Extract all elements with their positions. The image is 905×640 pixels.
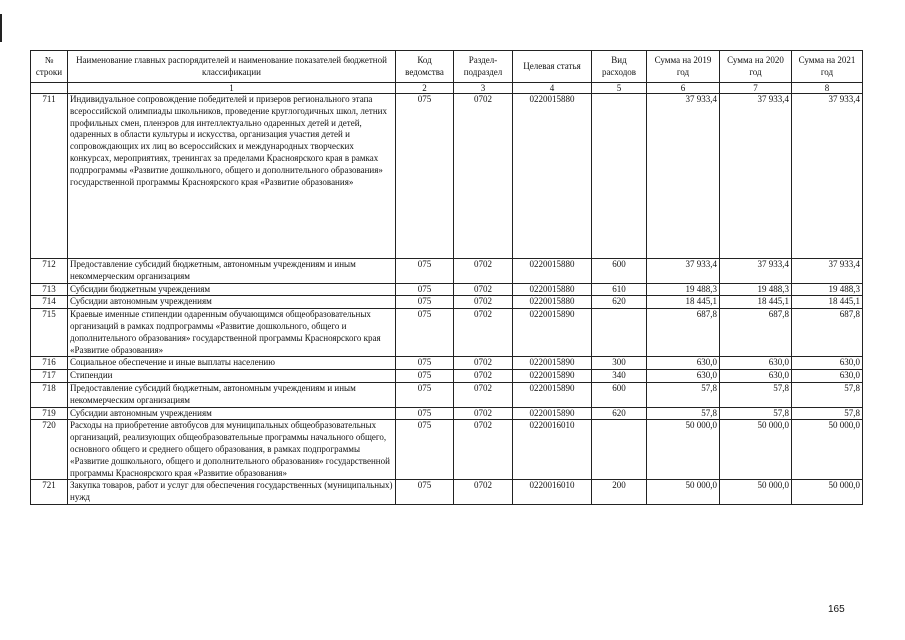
column-number: 6 <box>647 83 720 94</box>
row-dept-code: 075 <box>396 407 454 420</box>
row-number: 717 <box>31 370 68 383</box>
page-edge-mark <box>0 14 2 42</box>
row-sum-2020: 57,8 <box>720 407 792 420</box>
row-sum-2019: 19 488,3 <box>647 283 720 296</box>
column-number-row <box>31 83 863 94</box>
row-dept-code: 075 <box>396 283 454 296</box>
row-sum-2019: 18 445,1 <box>647 296 720 309</box>
table-row <box>31 357 863 370</box>
row-dept-code: 075 <box>396 420 454 480</box>
row-sum-2021: 37 933,4 <box>792 259 863 284</box>
header-section: Раздел-подраздел <box>454 51 513 83</box>
row-number: 715 <box>31 309 68 357</box>
row-sum-2020: 50 000,0 <box>720 420 792 480</box>
column-number: 4 <box>513 83 592 94</box>
row-number: 720 <box>31 420 68 480</box>
column-number: 8 <box>792 83 863 94</box>
row-sum-2020: 37 933,4 <box>720 259 792 284</box>
row-target-article: 0220015890 <box>513 357 592 370</box>
row-section: 0702 <box>454 259 513 284</box>
row-expense-type: 600 <box>592 259 647 284</box>
table-row <box>31 309 863 357</box>
column-number: 7 <box>720 83 792 94</box>
row-target-article: 0220015880 <box>513 259 592 284</box>
row-expense-type: 620 <box>592 296 647 309</box>
row-sum-2019: 37 933,4 <box>647 259 720 284</box>
table-row <box>31 283 863 296</box>
row-sum-2021: 687,8 <box>792 309 863 357</box>
row-name: Предоставление субсидий бюджетным, автономным учреждениям и иным некоммерческим организациям <box>68 382 396 407</box>
row-name: Предоставление субсидий бюджетным, автономным учреждениям и иным некоммерческим организациям <box>68 259 396 284</box>
row-expense-type <box>592 94 647 259</box>
row-dept-code: 075 <box>396 309 454 357</box>
row-sum-2020: 50 000,0 <box>720 480 792 505</box>
row-sum-2021: 18 445,1 <box>792 296 863 309</box>
column-number: 2 <box>396 83 454 94</box>
row-number: 719 <box>31 407 68 420</box>
row-sum-2019: 50 000,0 <box>647 480 720 505</box>
column-number: 1 <box>68 83 396 94</box>
row-section: 0702 <box>454 296 513 309</box>
table-row <box>31 407 863 420</box>
row-number: 711 <box>31 94 68 259</box>
row-target-article: 0220015890 <box>513 407 592 420</box>
row-section: 0702 <box>454 480 513 505</box>
row-name: Субсидии бюджетным учреждениям <box>68 283 396 296</box>
row-sum-2020: 37 933,4 <box>720 94 792 259</box>
row-sum-2021: 19 488,3 <box>792 283 863 296</box>
header-sum-2019: Сумма на 2019 год <box>647 51 720 83</box>
table-row <box>31 420 863 480</box>
header-expense-type: Вид расходов <box>592 51 647 83</box>
row-section: 0702 <box>454 370 513 383</box>
row-section: 0702 <box>454 283 513 296</box>
row-sum-2021: 630,0 <box>792 370 863 383</box>
row-name: Расходы на приобретение автобусов для муниципальных общеобразовательных организаций, реализующих общеобразовательные программы начального общего, основного общего и среднего общего образования, в рамках подпрограммы «Развитие дошкольного, общего и дополнительного образования» государственной программы Красноярского края «Развитие образования» <box>68 420 396 480</box>
row-expense-type: 600 <box>592 382 647 407</box>
row-sum-2021: 630,0 <box>792 357 863 370</box>
column-number: 5 <box>592 83 647 94</box>
table-row <box>31 480 863 505</box>
row-sum-2019: 630,0 <box>647 357 720 370</box>
row-sum-2020: 630,0 <box>720 357 792 370</box>
row-sum-2020: 57,8 <box>720 382 792 407</box>
row-sum-2020: 687,8 <box>720 309 792 357</box>
row-number: 716 <box>31 357 68 370</box>
row-target-article: 0220015880 <box>513 94 592 259</box>
row-target-article: 0220015880 <box>513 283 592 296</box>
header-sum-2020: Сумма на 2020 год <box>720 51 792 83</box>
row-expense-type <box>592 420 647 480</box>
row-section: 0702 <box>454 309 513 357</box>
row-name: Стипендии <box>68 370 396 383</box>
table-row <box>31 296 863 309</box>
row-dept-code: 075 <box>396 382 454 407</box>
row-number: 712 <box>31 259 68 284</box>
row-expense-type: 340 <box>592 370 647 383</box>
row-sum-2020: 18 445,1 <box>720 296 792 309</box>
header-name: Наименование главных распорядителей и наименование показателей бюджетной классификации <box>68 51 396 83</box>
row-target-article: 0220015890 <box>513 309 592 357</box>
row-section: 0702 <box>454 407 513 420</box>
row-name: Индивидуальное сопровождение победителей и призеров регионального этапа всероссийской олимпиады школьников, проведение круглогодичных школ, летних профильных смен, пленэров для интеллектуально одаренных детей и детей, одаренных в области культуры и искусства, организация участия детей и сопровождающих их лиц во всероссийских и международных творческих конкурсах, мероприятиях, тренингах за пределами Красноярского края в рамках подпрограммы «Развитие дошкольного, общего и дополнительного образования» государственной программы Красноярского края «Развитие образования» <box>68 94 396 259</box>
row-name: Социальное обеспечение и иные выплаты населению <box>68 357 396 370</box>
column-number <box>31 83 68 94</box>
row-number: 721 <box>31 480 68 505</box>
row-sum-2019: 687,8 <box>647 309 720 357</box>
row-target-article: 0220015880 <box>513 296 592 309</box>
row-expense-type <box>592 309 647 357</box>
row-name: Субсидии автономным учреждениям <box>68 407 396 420</box>
header-target-article: Целевая статья <box>513 51 592 83</box>
row-dept-code: 075 <box>396 296 454 309</box>
row-number: 714 <box>31 296 68 309</box>
header-dept-code: Код ведомства <box>396 51 454 83</box>
row-dept-code: 075 <box>396 480 454 505</box>
table-row <box>31 370 863 383</box>
row-section: 0702 <box>454 382 513 407</box>
row-dept-code: 075 <box>396 357 454 370</box>
row-number: 718 <box>31 382 68 407</box>
row-sum-2021: 57,8 <box>792 382 863 407</box>
row-number: 713 <box>31 283 68 296</box>
row-sum-2019: 37 933,4 <box>647 94 720 259</box>
row-dept-code: 075 <box>396 259 454 284</box>
row-expense-type: 300 <box>592 357 647 370</box>
row-sum-2019: 57,8 <box>647 407 720 420</box>
row-target-article: 0220015890 <box>513 382 592 407</box>
row-sum-2020: 630,0 <box>720 370 792 383</box>
row-name: Субсидии автономным учреждениям <box>68 296 396 309</box>
header-sum-2021: Сумма на 2021 год <box>792 51 863 83</box>
row-sum-2021: 37 933,4 <box>792 94 863 259</box>
row-expense-type: 200 <box>592 480 647 505</box>
row-sum-2021: 57,8 <box>792 407 863 420</box>
row-sum-2021: 50 000,0 <box>792 480 863 505</box>
table-row <box>31 382 863 407</box>
row-target-article: 0220015890 <box>513 370 592 383</box>
table-row <box>31 94 863 259</box>
row-sum-2019: 630,0 <box>647 370 720 383</box>
row-target-article: 0220016010 <box>513 480 592 505</box>
table-header-row <box>31 51 863 83</box>
row-section: 0702 <box>454 357 513 370</box>
row-target-article: 0220016010 <box>513 420 592 480</box>
row-section: 0702 <box>454 94 513 259</box>
row-expense-type: 610 <box>592 283 647 296</box>
row-expense-type: 620 <box>592 407 647 420</box>
row-sum-2021: 50 000,0 <box>792 420 863 480</box>
row-section: 0702 <box>454 420 513 480</box>
page-number: 165 <box>828 604 845 615</box>
table-row <box>31 259 863 284</box>
row-sum-2020: 19 488,3 <box>720 283 792 296</box>
header-row-number: № строки <box>31 51 68 83</box>
budget-table <box>30 50 863 505</box>
row-name: Закупка товаров, работ и услуг для обеспечения государственных (муниципальных) нужд <box>68 480 396 505</box>
row-name: Краевые именные стипендии одаренным обучающимся общеобразовательных организаций в рамках подпрограммы «Развитие дошкольного, общего и дополнительного образования» государственной программы Красноярского края «Развитие образования» <box>68 309 396 357</box>
row-dept-code: 075 <box>396 370 454 383</box>
row-dept-code: 075 <box>396 94 454 259</box>
row-sum-2019: 50 000,0 <box>647 420 720 480</box>
row-sum-2019: 57,8 <box>647 382 720 407</box>
column-number: 3 <box>454 83 513 94</box>
